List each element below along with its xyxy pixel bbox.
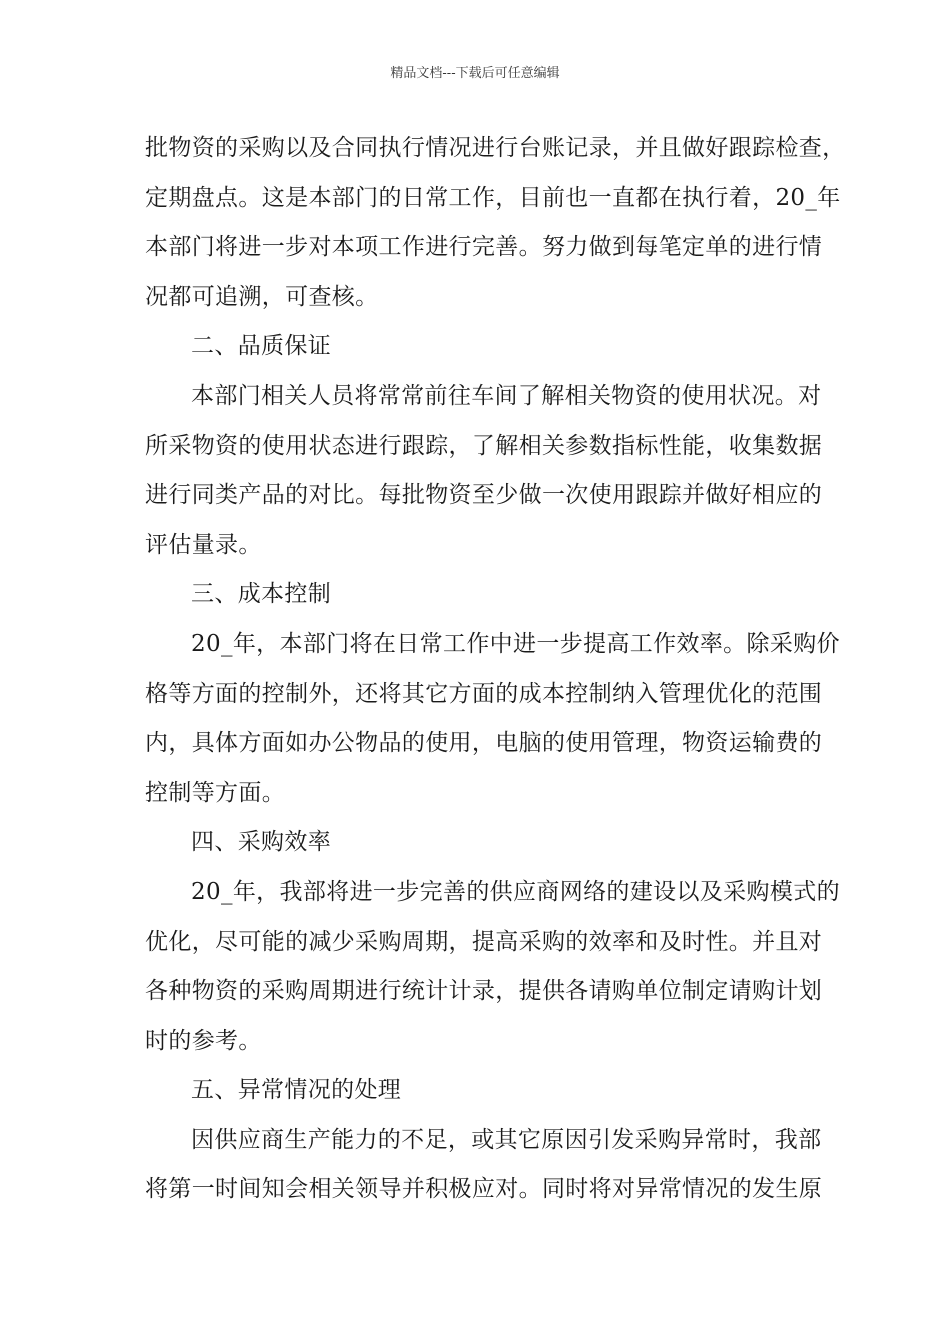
paragraph-line: 定期盘点。这是本部门的日常工作，目前也一直都在执行着，20_年 <box>145 184 841 211</box>
paragraph-line: 优化，尽可能的减少采购周期，提高采购的效率和及时性。并且对 <box>145 928 823 955</box>
section-heading: 五、异常情况的处理 <box>191 1077 402 1104</box>
paragraph-line: 各种物资的采购周期进行统计计录，提供各请购单位制定请购计划 <box>145 978 823 1005</box>
section-heading: 三、成本控制 <box>191 581 332 608</box>
paragraph-line: 时的参考。 <box>145 1027 262 1054</box>
section-heading: 二、品质保证 <box>191 333 332 360</box>
paragraph-line: 况都可追溯，可查核。 <box>145 283 379 310</box>
section-heading: 四、采购效率 <box>191 829 332 856</box>
paragraph-line: 本部门将进一步对本项工作进行完善。努力做到每笔定单的进行情 <box>145 234 823 261</box>
paragraph-line: 所采物资的使用状态进行跟踪，了解相关参数指标性能，收集数据 <box>145 432 823 459</box>
paragraph-line: 20_年，我部将进一步完善的供应商网络的建设以及采购模式的 <box>191 878 840 905</box>
page-header: 精品文档---下载后可任意编辑 <box>390 66 560 81</box>
paragraph-line: 批物资的采购以及合同执行情况进行台账记录，并且做好跟踪检查， <box>145 135 846 161</box>
document-body <box>145 124 846 1215</box>
paragraph-line: 内，具体方面如办公物品的使用，电脑的使用管理，物资运输费的 <box>145 730 823 757</box>
paragraph-line: 评估量录。 <box>145 531 262 558</box>
paragraph-line: 格等方面的控制外，还将其它方面的成本控制纳入管理优化的范围 <box>145 680 823 707</box>
paragraph-line: 本部门相关人员将常常前往车间了解相关物资的使用状况。对 <box>191 382 822 409</box>
paragraph-line: 进行同类产品的对比。每批物资至少做一次使用跟踪并做好相应的 <box>145 482 823 509</box>
paragraph-line: 将第一时间知会相关领导并积极应对。同时将对异常情况的发生原 <box>145 1176 823 1203</box>
paragraph-line: 因供应商生产能力的不足，或其它原因引发采购异常时，我部 <box>191 1126 822 1153</box>
paragraph-line: 控制等方面。 <box>145 779 286 806</box>
paragraph-line: 20_年，本部门将在日常工作中进一步提高工作效率。除采购价 <box>191 630 840 657</box>
